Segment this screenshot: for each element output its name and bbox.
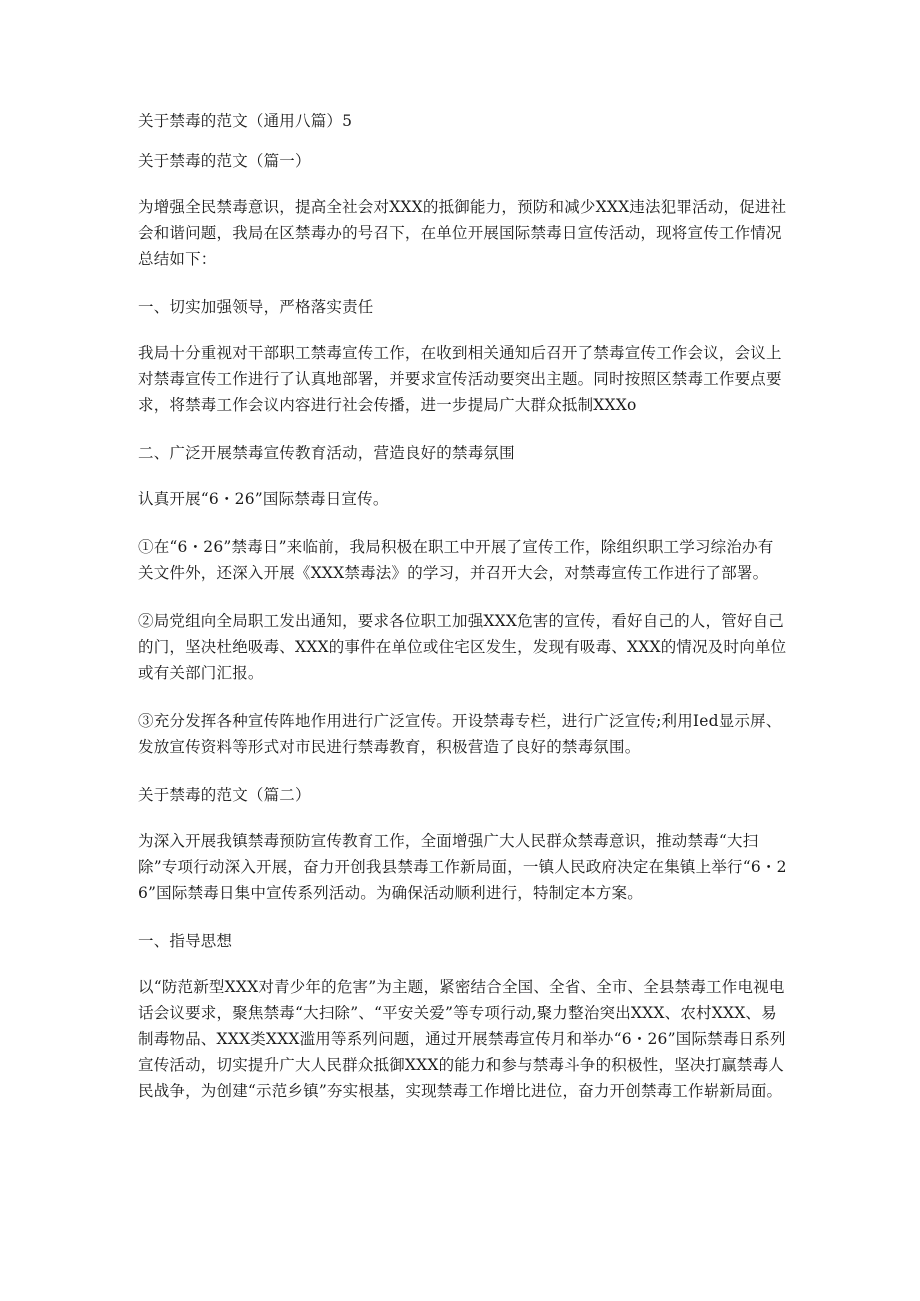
part2-intro-paragraph: 为深入开展我镇禁毒预防宣传教育工作，全面增强广大人民群众禁毒意识，推动禁毒“大扫除”专项行动深入开展，奋力开创我县禁毒工作新局面，一镇人民政府决定在集镇上举行“6・26”国际禁毒日集中宣传系列活动。为确保活动顺利进行，特制定本方案。 [138,832,787,902]
part1-intro-paragraph: 为增强全民禁毒意识，提高全社会对XXX的抵御能力，预防和减少XXX违法犯罪活动，促进社会和谐问题，我局在区禁毒办的号召下，在单位开展国际禁毒日宣传活动，现将宣传工作情况总结如下： [138,198,787,268]
part1-item-1: ①在“6・26”禁毒日”来临前，我局积极在职工中开展了宣传工作，除组织职工学习综治办有关文件外，还深入开展《XXX禁毒法》的学习，并召开大会，对禁毒宣传工作进行了部署。 [138,538,774,582]
part2-heading: 关于禁毒的范文（篇二） [138,786,311,804]
part1-section1-paragraph: 我局十分重视对干部职工禁毒宣传工作，在收到相关通知后召开了禁毒宣传工作会议，会议上对禁毒宣传工作进行了认真地部署，并要求宣传活动要突出主题。同时按照区禁毒工作要点要求，将禁毒工作会议内容进行社会传播，进一步提局广大群众抵制XXXo [138,344,782,414]
part1-item-3: ③充分发挥各种宣传阵地作用进行广泛宣传。开设禁毒专栏，进行广泛宣传;利用Ied显示屏、发放宣传资料等形式对市民进行禁毒教育，积极营造了良好的禁毒氛围。 [138,712,782,756]
part1-heading: 关于禁毒的范文（篇一） [138,152,311,170]
part2-section1-paragraph: 以“防范新型XXX对青少年的危害”为主题，紧密结合全国、全省、全市、全县禁毒工作电视电话会议要求，聚焦禁毒“大扫除”、“平安关爱”等专项行动,聚力整治突出XXX、农村XXX、易制毒物品、XXX类XXX滥用等系列问题，通过开展禁毒宣传月和举办“6・26”国际禁毒日系列宣传活动，切实提升广大人民群众抵御XXX的能力和参与禁毒斗争的积极性，坚决打赢禁毒人民战争，为创建“示范乡镇”夯实根基，实现禁毒工作增比进位，奋力开创禁毒工作崭新局面。 [138,978,786,1100]
document-body [138,108,788,1126]
part1-section2-heading: 二、广泛开展禁毒宣传教育活动，营造良好的禁毒氛围 [138,444,515,462]
document-title: 关于禁毒的范文（通用八篇）5 [138,112,353,130]
part1-item-2: ②局党组向全局职工发出通知，要求各位职工加强XXX危害的宣传，看好自己的人，管好自己的门，坚决杜绝吸毒、XXX的事件在单位或住宅区发生，发现有吸毒、XXX的情况及时向单位或有关部门汇报。 [138,612,787,682]
part1-section1-heading: 一、切实加强领导，严格落实责任 [138,298,374,316]
part2-section1-heading: 一、指导思想 [138,932,233,950]
part1-section2-intro: 认真开展“6・26”国际禁毒日宣传。 [138,490,389,508]
